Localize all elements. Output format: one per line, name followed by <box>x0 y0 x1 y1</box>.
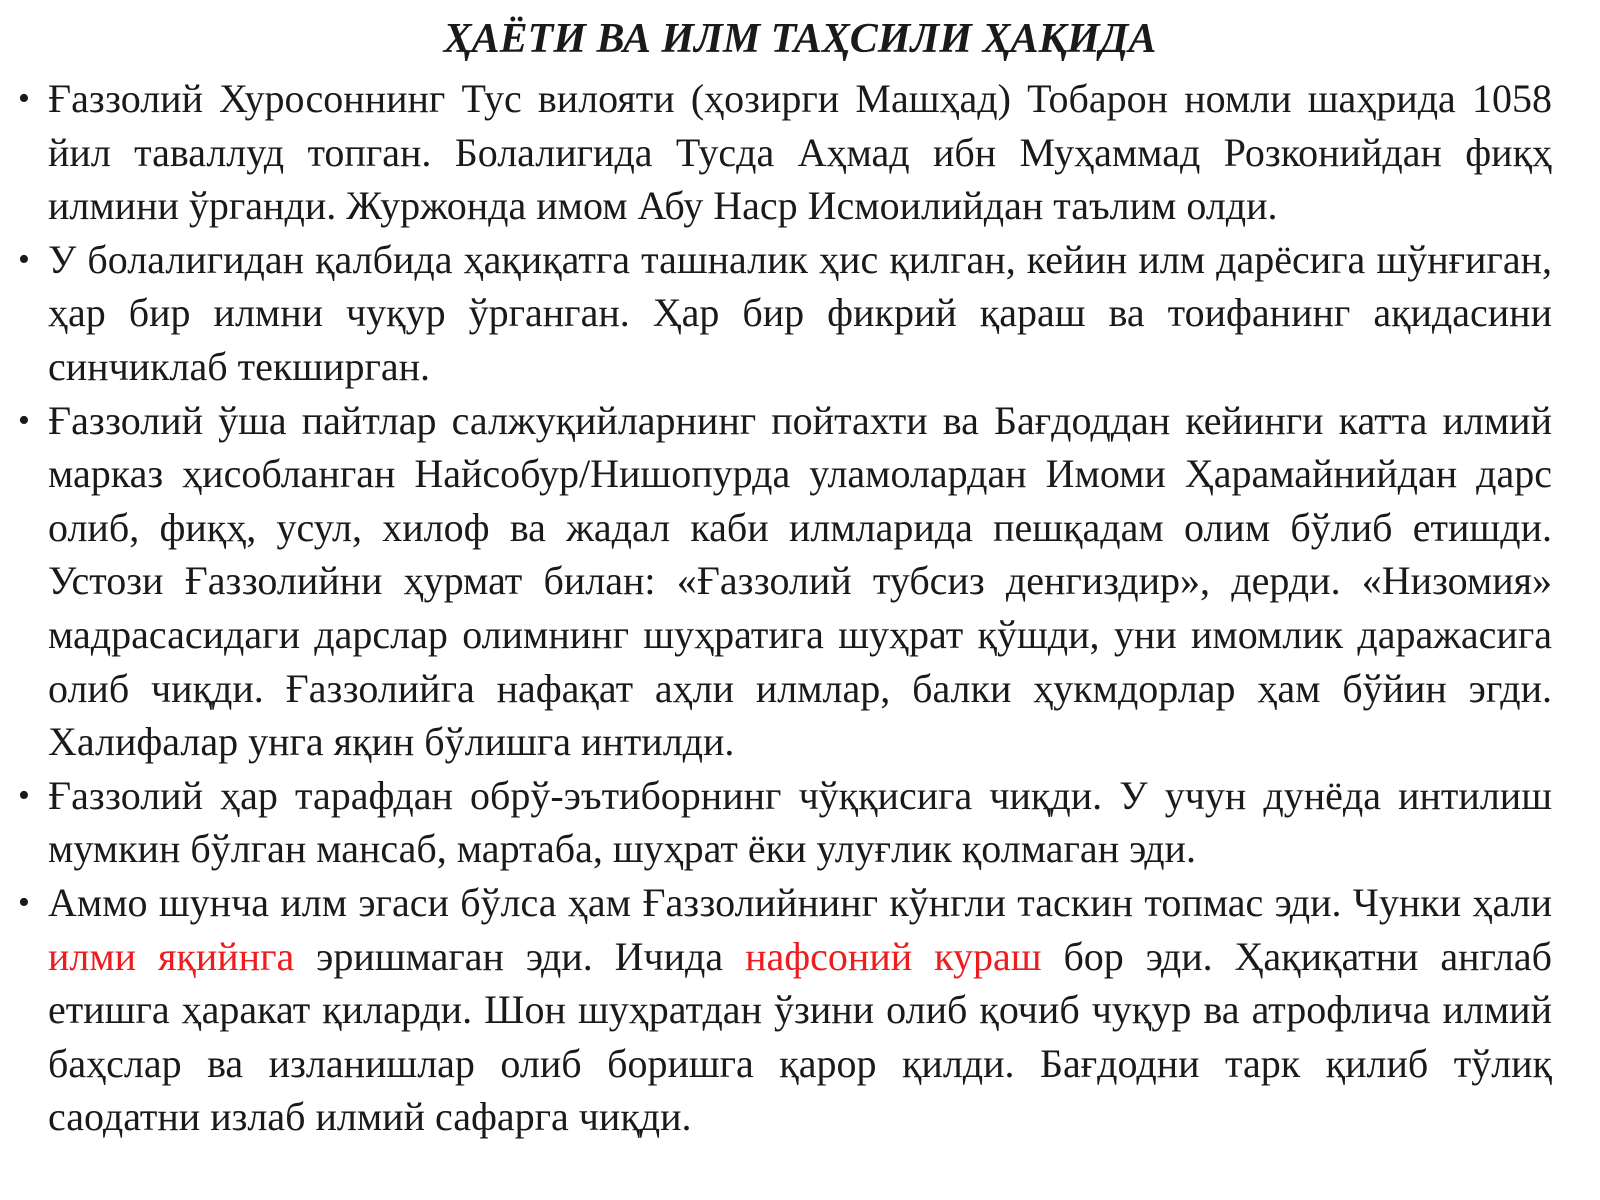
bullet-text: Ғаззолий ўша пайтлар салжуқийларнинг пойтахти ва Бағдоддан кейинги катта илмий марказ ҳисобланган Найсобур/Нишопурда уламолардан Имоми Ҳарамайнийдан дарс олиб, фиқҳ, усул, хилоф ва жадал каби илмларида пешқадам олим бўлиб етишди. Устози Ғаззолийни ҳурмат билан: «Ғаззолий тубсиз денгиздир», дерди. «Низомия» мадрасасидаги дарслар олимнинг шуҳратига шуҳрат қўшди, уни имомлик даражасига олиб чиқди. Ғаззолийга нафақат аҳли илмлар, балки ҳукмдорлар ҳам бўйин эгди. Халифалар унга яқин бўлишга интилди. <box>48 397 1552 765</box>
page-title: ҲАЁТИ ВА ИЛМ ТАҲСИЛИ ҲАҚИДА <box>443 16 1157 62</box>
bullet-icon: • <box>18 240 30 278</box>
bullet-item-3 <box>18 394 1552 769</box>
bullet-item-5 <box>18 876 1552 1144</box>
bullet-icon: • <box>18 80 30 117</box>
bullet-icon: • <box>18 776 30 814</box>
bullet-text: Ғаззолий ҳар тарафдан обрў-эътиборнинг чўққисига чиқди. У учун дунёда интилиш мумкин бўлган мансаб, мартаба, шуҳрат ёки улуғлик қолмаган эди. <box>48 772 1552 872</box>
bullet-item-2 <box>18 233 1552 394</box>
highlighted-phrase-2: нафсоний кураш <box>745 933 1042 979</box>
bullet-item-4 <box>18 769 1552 876</box>
bullet-list <box>18 72 1552 1144</box>
bullet-text-part-3: бор эди. Ҳақиқатни англаб етишга ҳаракат қиларди. Шон шуҳратдан ўзини олиб қочиб чуқур ва атрофлича илмий баҳслар ва изланишлар олиб боришга қарор қилди. Бағдодни тарк қилиб тўлиқ саодатни излаб илмий сафарга чиқди. <box>48 933 1552 1140</box>
bullet-item-1 <box>18 72 1552 233</box>
bullet-icon: • <box>18 883 30 921</box>
bullet-text-part-2: эришмаган эди. Ичида <box>294 933 746 979</box>
highlighted-phrase-1: илми яқийнга <box>48 933 295 979</box>
bullet-icon: • <box>18 401 30 439</box>
bullet-text: У болалигидан қалбида ҳақиқатга ташналик ҳис қилган, кейин илм дарёсига шўнғиган, ҳар бир илмни чуқур ўрганган. Ҳар бир фикрий қараш ва тоифанинг ақидасини синчиклаб текширган. <box>48 236 1552 389</box>
bullet-text-part-1: Аммо шунча илм эгаси бўлса ҳам Ғаззолийнинг кўнгли таскин топмас эди. Чунки ҳали <box>48 879 1552 925</box>
bullet-text: Ғаззолий Хуросоннинг Тус вилояти (ҳозирги Машҳад) Тобарон номли шаҳрида 1058 йил таваллуд топган. Болалигида Тусда Аҳмад ибн Муҳаммад Розконийдан фиқҳ илмини ўрганди. Журжонда имом Абу Наср Исмоилийдан таълим олди. <box>48 76 1552 229</box>
